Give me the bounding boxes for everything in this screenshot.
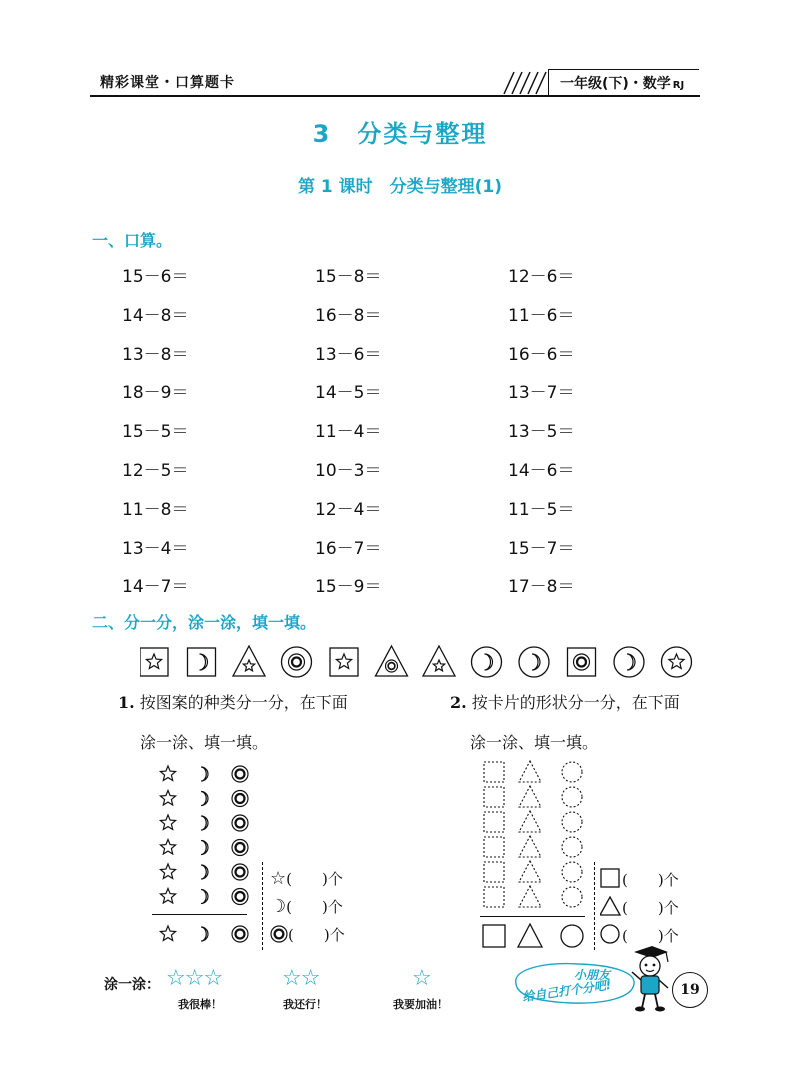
pattern-cards-row	[140, 644, 700, 680]
question1-text1: 按图案的种类分一分，在下面	[139, 693, 348, 712]
circle-cell[interactable]	[562, 787, 582, 807]
pattern-card-triangle-star	[423, 646, 455, 676]
star-cell[interactable]	[160, 864, 175, 879]
q1-divider	[262, 862, 263, 950]
moon-icon: ☽	[270, 896, 287, 917]
square-cell[interactable]	[484, 887, 504, 907]
triangle-icon	[600, 896, 622, 916]
q1-answer-star	[270, 868, 343, 889]
page-number: 19	[672, 972, 708, 1008]
square-cell[interactable]	[484, 862, 504, 882]
pattern-card-circle-moon	[614, 647, 644, 677]
q2-answer-triangle	[600, 896, 679, 918]
math-problem: 13－7＝	[508, 383, 575, 404]
moon-cell[interactable]	[201, 841, 208, 855]
pattern-card-circle-sun	[282, 647, 312, 677]
question1-number: 1.	[118, 693, 135, 712]
q2-answer-square	[600, 868, 679, 890]
pattern-card-triangle-star	[233, 646, 265, 676]
three-star-rating[interactable]	[166, 966, 222, 991]
math-problem: 15－5＝	[122, 422, 189, 443]
q1-sun-blank[interactable]: ( )个	[288, 926, 345, 944]
triangle-cell[interactable]	[519, 761, 541, 782]
question1-line2: 涂一涂、填一填。	[140, 733, 269, 752]
q1-moon-blank[interactable]: ( )个	[286, 898, 343, 916]
pattern-coloring-grid[interactable]	[150, 762, 260, 952]
pattern-card-circle-moon	[472, 647, 502, 677]
star-icon: ☆	[412, 966, 432, 991]
sun-cell[interactable]	[232, 791, 248, 807]
question2-line2: 涂一涂、填一填。	[470, 733, 599, 752]
sun-cell[interactable]	[232, 840, 248, 856]
star-cell[interactable]	[160, 889, 175, 904]
q2-square-blank[interactable]: ( )个	[622, 871, 679, 889]
shape-coloring-grid[interactable]	[478, 760, 593, 952]
math-problem: 13－5＝	[508, 422, 575, 443]
square-cell[interactable]	[484, 787, 504, 807]
triangle-cell[interactable]	[519, 886, 541, 907]
q2-triangle-blank[interactable]: ( )个	[622, 899, 679, 917]
circle-legend	[561, 925, 583, 947]
math-problem: 13－4＝	[122, 538, 189, 559]
header-edition-tag: RJ	[672, 80, 685, 91]
math-problem: 14－6＝	[508, 461, 575, 481]
pattern-card-square-sun	[568, 648, 596, 676]
q2-baseline	[480, 916, 585, 917]
square-cell[interactable]	[484, 812, 504, 832]
math-problem: 11－4＝	[315, 422, 382, 443]
square-legend	[483, 925, 505, 947]
star-icon: ☆☆☆	[166, 966, 223, 991]
circle-cell[interactable]	[562, 812, 582, 832]
math-problem: 16－8＝	[315, 305, 382, 326]
sun-cell[interactable]	[232, 815, 248, 831]
math-problem: 14－5＝	[315, 383, 382, 404]
star-cell[interactable]	[160, 815, 175, 830]
header-grade-text: 一年级(下)・数学	[560, 76, 671, 92]
math-problem: 15－8＝	[315, 267, 382, 287]
q1-baseline	[152, 914, 247, 915]
square-cell[interactable]	[484, 762, 504, 782]
math-problem: 15－9＝	[315, 577, 382, 598]
star-legend	[160, 926, 175, 941]
math-problem: 15－7＝	[508, 538, 575, 559]
pattern-card-square-moon	[188, 648, 216, 676]
one-star-rating[interactable]	[412, 966, 432, 991]
star-cell[interactable]	[160, 791, 175, 806]
pattern-card-triangle-sun	[376, 646, 408, 676]
circle-cell[interactable]	[562, 862, 582, 882]
pattern-card-square-star	[330, 648, 358, 676]
triangle-cell[interactable]	[519, 861, 541, 882]
question1-line1	[118, 690, 348, 713]
pattern-card-square-star	[140, 648, 168, 676]
star-icon: ☆☆	[282, 966, 320, 991]
pattern-card-circle-moon	[519, 647, 549, 677]
math-problem: 12－4＝	[315, 499, 382, 520]
moon-legend	[201, 927, 208, 941]
star-cell[interactable]	[160, 766, 175, 781]
square-cell[interactable]	[484, 837, 504, 857]
star-cell[interactable]	[160, 840, 175, 855]
pattern-card-circle-star	[662, 647, 692, 677]
rating-label-great: 我很棒！	[178, 998, 222, 1011]
header-rule	[90, 95, 700, 97]
math-problem: 13－8＝	[122, 344, 189, 365]
circle-icon	[600, 924, 622, 944]
section1-title: 一、口算。	[92, 231, 173, 250]
math-problem: 11－6＝	[508, 305, 575, 326]
math-problem: 10－3＝	[315, 461, 382, 481]
moon-cell[interactable]	[201, 890, 208, 904]
star-icon: ☆	[270, 868, 287, 889]
math-problem: 14－7＝	[122, 577, 189, 598]
q1-answer-moon	[270, 896, 343, 917]
badge-line2: 给自己打个分吧!	[521, 977, 613, 1005]
q1-star-blank[interactable]: ( )个	[286, 870, 343, 888]
math-problem: 14－8＝	[122, 305, 189, 326]
circle-cell[interactable]	[562, 887, 582, 907]
triangle-cell[interactable]	[519, 811, 541, 832]
moon-cell[interactable]	[201, 816, 208, 830]
triangle-cell[interactable]	[519, 836, 541, 857]
q2-circle-blank[interactable]: ( )个	[622, 927, 679, 945]
sun-cell[interactable]	[232, 864, 248, 880]
two-star-rating[interactable]	[282, 966, 319, 991]
math-problem: 11－5＝	[508, 499, 575, 520]
moon-cell[interactable]	[201, 865, 208, 879]
rating-label-ok: 我还行！	[283, 998, 327, 1011]
math-problem: 12－6＝	[508, 267, 575, 287]
triangle-legend	[518, 924, 542, 947]
circle-cell[interactable]	[562, 837, 582, 857]
sun-cell[interactable]	[232, 889, 248, 905]
self-rating-label: 涂一涂：	[104, 977, 160, 993]
math-problem: 11－8＝	[122, 499, 189, 520]
moon-cell[interactable]	[201, 792, 208, 806]
rating-label-try: 我要加油！	[393, 998, 448, 1011]
moon-cell[interactable]	[201, 767, 208, 781]
student-mascot-icon	[628, 944, 672, 1014]
circle-cell[interactable]	[562, 762, 582, 782]
question2-line1	[450, 690, 680, 713]
sun-icon	[270, 925, 288, 943]
q1-answer-sun	[270, 924, 345, 945]
header-grade-subject	[560, 73, 684, 93]
sun-cell[interactable]	[232, 766, 248, 782]
math-problem: 15－6＝	[122, 267, 189, 287]
header-series-title: 精彩课堂・口算题卡	[100, 75, 235, 91]
math-problem: 16－7＝	[315, 538, 382, 559]
math-problem: 18－9＝	[122, 383, 189, 404]
math-problem: 13－6＝	[315, 344, 382, 365]
sun-legend	[232, 926, 248, 942]
badge-line1: 小朋友	[574, 968, 611, 982]
math-problem: 17－8＝	[508, 577, 575, 598]
chapter-title: 3 分类与整理	[312, 120, 488, 148]
q2-divider	[594, 862, 595, 950]
lesson-title: 第 1 课时 分类与整理(1)	[297, 177, 503, 197]
question2-number: 2.	[450, 693, 467, 712]
question2-text1: 按卡片的形状分一分，在下面	[471, 693, 680, 712]
section2-title: 二、分一分，涂一涂，填一填。	[92, 613, 317, 632]
q2-answer-circle	[600, 924, 679, 946]
math-problem: 16－6＝	[508, 344, 575, 365]
square-icon	[600, 868, 622, 888]
triangle-cell[interactable]	[519, 786, 541, 807]
math-problem: 12－5＝	[122, 461, 189, 481]
